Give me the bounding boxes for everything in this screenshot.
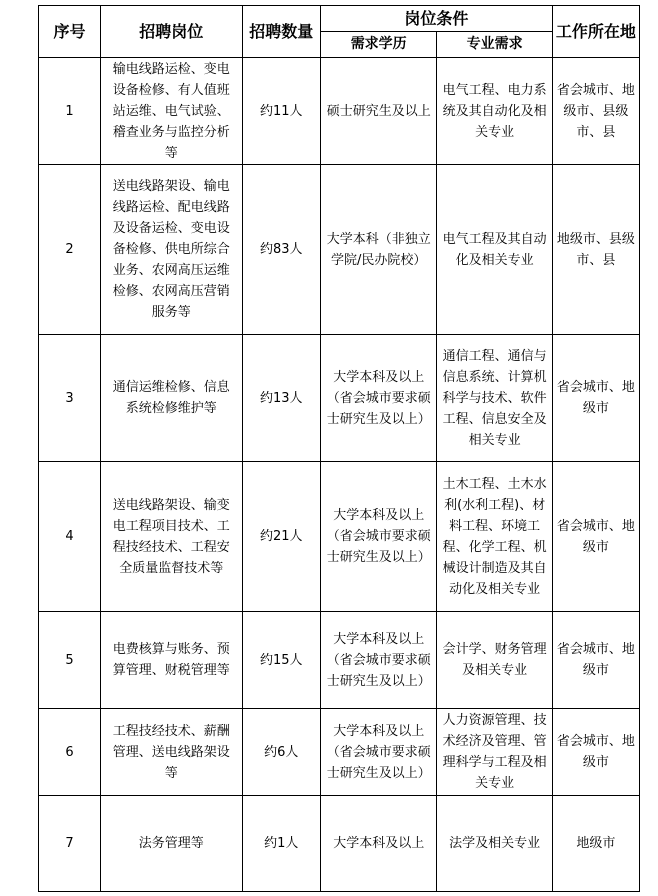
cell-location: 省会城市、地级市、县级市、县 (552, 58, 639, 165)
table-row (39, 796, 640, 892)
header-major: 专业需求 (437, 32, 552, 58)
cell-count: 约11人 (242, 58, 320, 165)
table-row (39, 462, 640, 612)
cell-location: 省会城市、地级市 (552, 709, 639, 796)
header-row (39, 6, 640, 32)
cell-position: 送电线路架设、输变电工程项目技术、工程技经技术、工程安全质量监督技术等 (101, 462, 243, 612)
table-row (39, 335, 640, 462)
cell-major: 法学及相关专业 (437, 796, 552, 892)
recruitment-table (38, 5, 640, 892)
cell-count: 约15人 (242, 612, 320, 709)
cell-count: 约1人 (242, 796, 320, 892)
cell-count: 约21人 (242, 462, 320, 612)
cell-position: 送电线路架设、输电线路运检、配电线路及设备运检、变电设备检修、供电所综合业务、农网高压运维检修、农网高压营销服务等 (101, 165, 243, 335)
cell-education: 大学本科及以上（省会城市要求硕士研究生及以上） (320, 612, 436, 709)
cell-seq: 1 (39, 58, 101, 165)
cell-location: 省会城市、地级市 (552, 612, 639, 709)
cell-count: 约83人 (242, 165, 320, 335)
cell-major: 土木工程、土木水利(水利工程)、材料工程、环境工程、化学工程、机械设计制造及其自动化及相关专业 (437, 462, 552, 612)
cell-position: 电费核算与账务、预算管理、财税管理等 (101, 612, 243, 709)
header-count: 招聘数量 (242, 6, 320, 58)
cell-seq: 3 (39, 335, 101, 462)
cell-major: 人力资源管理、技术经济及管理、管理科学与工程及相关专业 (437, 709, 552, 796)
cell-education: 大学本科（非独立学院/民办院校） (320, 165, 436, 335)
cell-major: 会计学、财务管理及相关专业 (437, 612, 552, 709)
cell-major: 电气工程、电力系统及其自动化及相关专业 (437, 58, 552, 165)
cell-count: 约6人 (242, 709, 320, 796)
cell-position: 工程技经技术、薪酬管理、送电线路架设等 (101, 709, 243, 796)
cell-location: 省会城市、地级市 (552, 462, 639, 612)
table-row (39, 58, 640, 165)
cell-education: 大学本科及以上（省会城市要求硕士研究生及以上） (320, 462, 436, 612)
cell-seq: 2 (39, 165, 101, 335)
cell-education: 大学本科及以上 (320, 796, 436, 892)
cell-position: 通信运维检修、信息系统检修维护等 (101, 335, 243, 462)
table-row (39, 709, 640, 796)
cell-position: 输电线路运检、变电设备检修、有人值班站运维、电气试验、稽查业务与监控分析等 (101, 58, 243, 165)
table-row (39, 165, 640, 335)
header-education: 需求学历 (320, 32, 436, 58)
header-seq: 序号 (39, 6, 101, 58)
cell-education: 大学本科及以上（省会城市要求硕士研究生及以上） (320, 709, 436, 796)
header-conditions: 岗位条件 (320, 6, 552, 32)
table-row (39, 612, 640, 709)
cell-location: 地级市、县级市、县 (552, 165, 639, 335)
cell-seq: 5 (39, 612, 101, 709)
cell-education: 硕士研究生及以上 (320, 58, 436, 165)
cell-count: 约13人 (242, 335, 320, 462)
cell-education: 大学本科及以上（省会城市要求硕士研究生及以上） (320, 335, 436, 462)
cell-major: 电气工程及其自动化及相关专业 (437, 165, 552, 335)
header-location: 工作所在地 (552, 6, 639, 58)
cell-major: 通信工程、通信与信息系统、计算机科学与技术、软件工程、信息安全及相关专业 (437, 335, 552, 462)
cell-position: 法务管理等 (101, 796, 243, 892)
cell-seq: 7 (39, 796, 101, 892)
header-position: 招聘岗位 (101, 6, 243, 58)
cell-seq: 4 (39, 462, 101, 612)
cell-location: 省会城市、地级市 (552, 335, 639, 462)
cell-seq: 6 (39, 709, 101, 796)
cell-location: 地级市 (552, 796, 639, 892)
